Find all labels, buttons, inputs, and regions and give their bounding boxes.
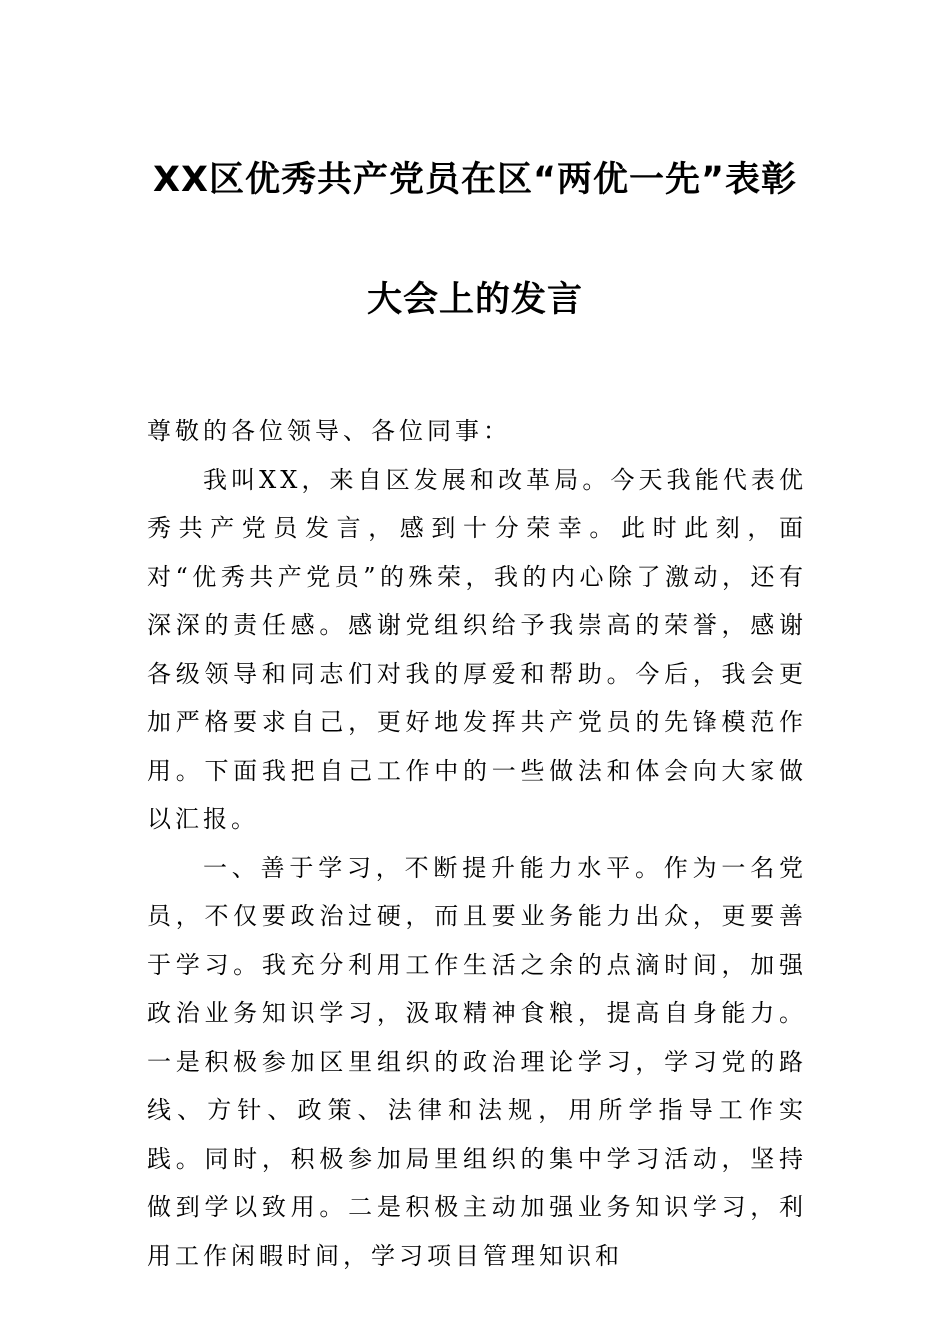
paragraph-section-one: 一、善于学习，不断提升能力水平。作为一名党员，不仅要政治过硬，而且要业务能力出众，更要善于学习。我充分利用工作生活之余的点滴时间，加强政治业务知识学习，汲取精神食粮，提高自身能力。一是积极参加区里组织的政治理论学习，学习党的路线、方针、政策、法律和法规，用所学指导工作实践。同时，积极参加局里组织的集中学习活动，坚持做到学以致用。二是积极主动加强业务知识学习，利用工作闲暇时间，学习项目管理知识和 — [147, 853, 807, 1270]
paragraph-introduction: 我叫XX，来自区发展和改革局。今天我能代表优秀共产党员发言，感到十分荣幸。此时此刻，面对“优秀共产党员”的殊荣，我的内心除了激动，还有深深的责任感。感谢党组织给予我崇高的荣誉，感谢各级领导和同志们对我的厚爱和帮助。今后，我会更加严格要求自己，更好地发挥共产党员的先锋模范作用。下面我把自己工作中的一些做法和体会向大家做以汇报。 — [147, 465, 807, 833]
document-title-line-2: 大会上的发言 — [366, 280, 583, 320]
document-body — [147, 407, 807, 1280]
salutation: 尊敬的各位领导、各位同事： — [147, 417, 511, 445]
document-title-line-1: XX区优秀共产党员在区“两优一先”表彰 — [153, 160, 797, 200]
